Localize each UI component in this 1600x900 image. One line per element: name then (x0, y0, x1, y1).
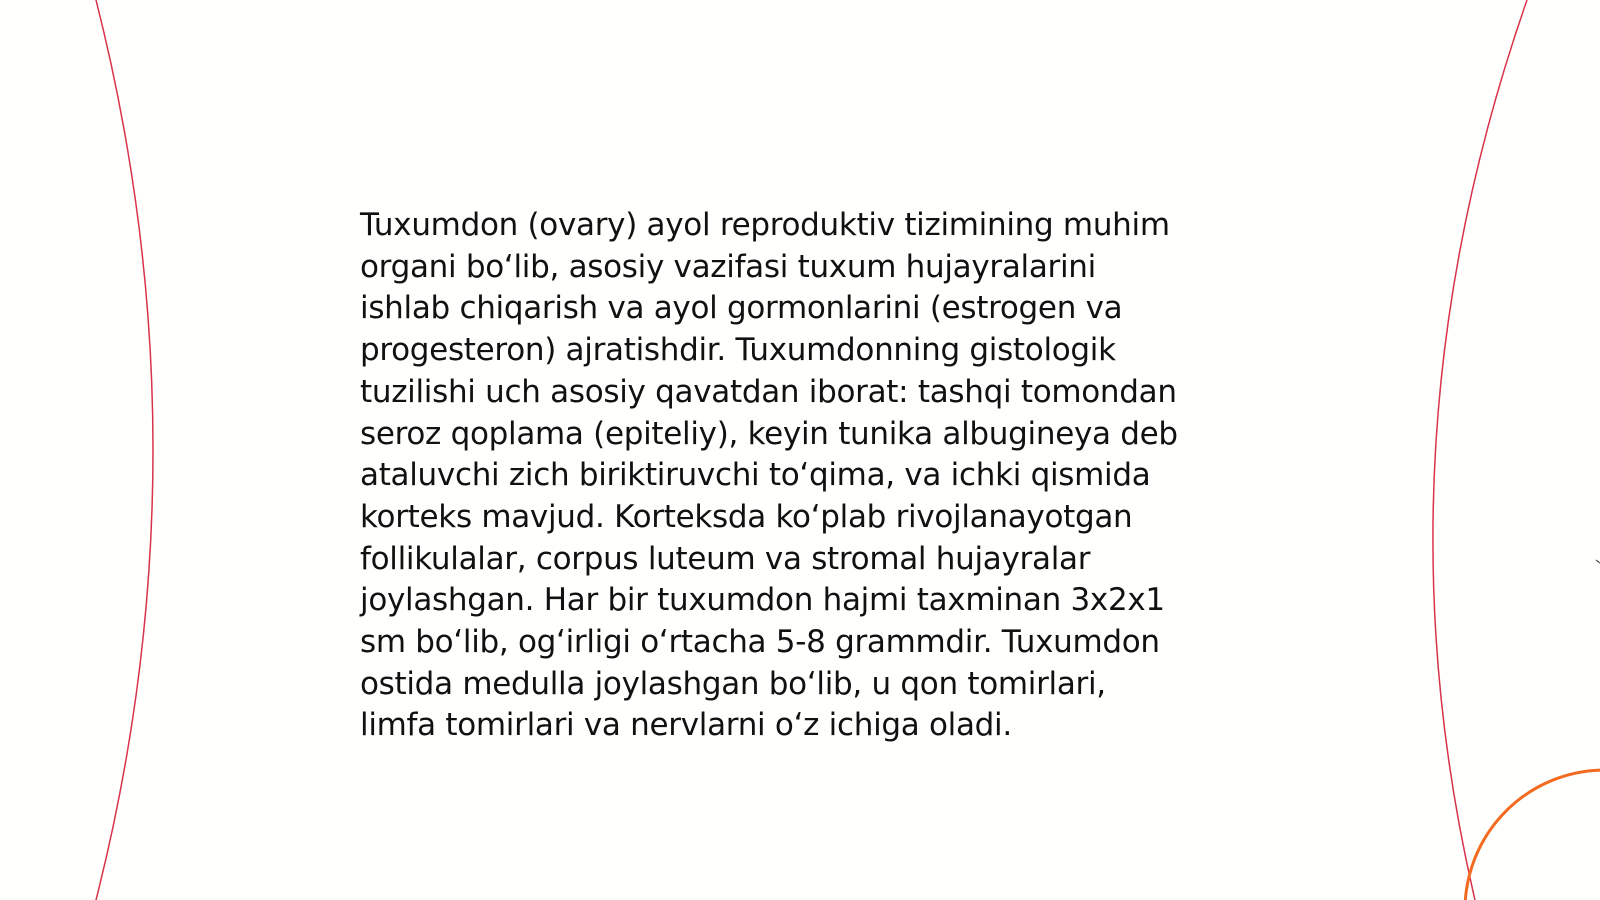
paragraph-line: Tuxumdon (ovary) ayol reproduktiv tizimining muhim (360, 207, 1170, 243)
paragraph-line: tuzilishi uch asosiy qavatdan iborat: tashqi tomondan (360, 373, 1177, 410)
paragraph-line: ostida medulla joylashgan bo‘lib, u qon tomirlari, (360, 665, 1106, 702)
right-arc-decoration (1433, 0, 1527, 900)
paragraph-line: organi bo‘lib, asosiy vazifasi tuxum hujayralarini (360, 248, 1096, 285)
corner-circle-decoration (1465, 770, 1600, 900)
paragraph-line: ataluvchi zich biriktiruvchi to‘qima, va ichki qismida (360, 457, 1151, 494)
paragraph-line: sm bo‘lib, og‘irligi o‘rtacha 5-8 grammdir. Tuxumdon (360, 624, 1160, 661)
paragraph-line: limfa tomirlari va nervlarni o‘z ichiga oladi. (360, 707, 1012, 744)
paragraph-line: korteks mavjud. Korteksda ko‘plab rivojlanayotgan (360, 498, 1133, 535)
paragraph-line: progesteron) ajratishdir. Tuxumdonning gistologik (360, 332, 1116, 369)
paragraph-line: follikulalar, corpus luteum va stromal hujayralar (360, 540, 1091, 577)
edge-tick-decoration (1596, 560, 1600, 563)
body-paragraph (360, 205, 1260, 747)
paragraph-line: seroz qoplama (epiteliy), keyin tunika albugineya deb (360, 415, 1178, 452)
left-arc-decoration (96, 0, 153, 900)
paragraph-line: joylashgan. Har bir tuxumdon hajmi taxminan 3x2x1 (360, 582, 1165, 619)
paragraph-line: ishlab chiqarish va ayol gormonlarini (estrogen va (360, 290, 1123, 327)
